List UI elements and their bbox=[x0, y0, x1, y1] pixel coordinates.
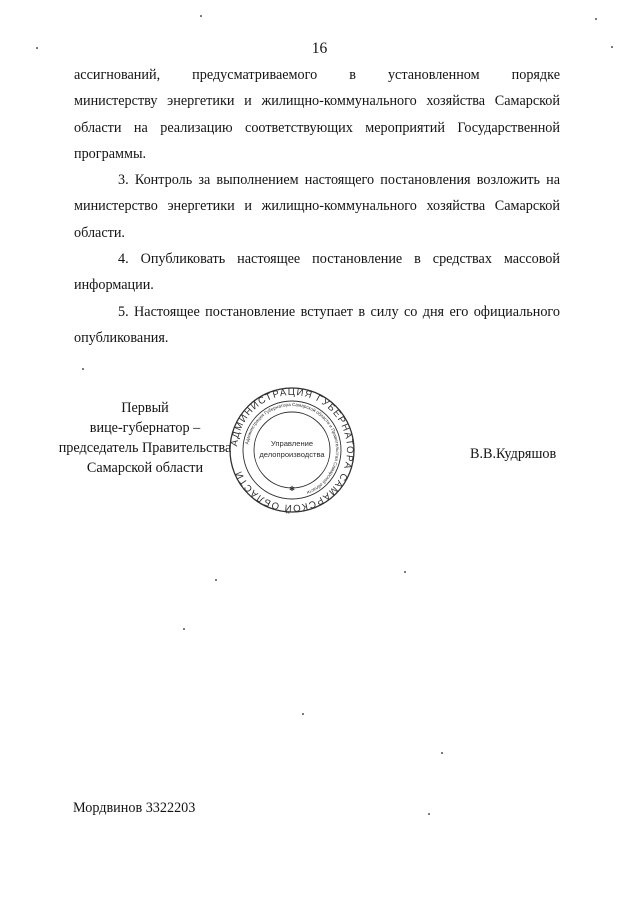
paragraph-item-5: 5. Настоящее постановление вступает в силу со дня его официального опубликования. bbox=[74, 303, 560, 346]
paragraph-item-4: 4. Опубликовать настоящее постановление в средствах массовой информации. bbox=[74, 251, 560, 294]
paragraph-continuation-line: программы. bbox=[74, 145, 147, 162]
seal-center-line: Управление bbox=[270, 439, 314, 448]
signatory-title bbox=[55, 398, 235, 478]
page-number: 16 bbox=[311, 40, 328, 57]
seal-center-line: делопроизводства bbox=[259, 450, 325, 459]
scan-speck bbox=[595, 18, 597, 20]
scan-speck bbox=[215, 579, 217, 581]
signatory-title-line: Самарской области bbox=[86, 460, 204, 476]
scan-speck bbox=[200, 15, 202, 17]
scan-speck bbox=[441, 752, 443, 754]
seal-star-icon: ✱ bbox=[289, 485, 295, 493]
signatory-name: В.В.Кудряшов bbox=[470, 446, 557, 462]
scan-speck bbox=[302, 713, 304, 715]
scan-speck bbox=[36, 47, 38, 49]
seal-outer-text: АДМИНИСТРАЦИЯ ГУБЕРНАТОРА САМАРСКОЙ ОБЛАСТИ bbox=[229, 386, 356, 514]
signatory-title-line: вице-губернатор – bbox=[89, 420, 201, 436]
scan-speck bbox=[404, 571, 406, 573]
official-seal bbox=[228, 386, 356, 514]
scan-speck bbox=[428, 813, 430, 815]
scan-speck bbox=[611, 46, 613, 48]
paragraph-continuation-line: министерству энергетики и жилищно-коммунального хозяйства Самарской bbox=[74, 93, 560, 110]
signatory-title-line: Первый bbox=[121, 400, 169, 416]
paragraph-continuation-line: ассигнований, предусматриваемого в установленном порядке bbox=[74, 67, 560, 83]
paragraph-continuation-line: области на реализацию соответствующих мероприятий Государственной bbox=[74, 119, 560, 136]
scan-speck bbox=[183, 628, 185, 630]
document-body bbox=[74, 62, 560, 351]
seal-inner-text: Администрация Губернатора Самарской области и Правительства Самарской области bbox=[244, 401, 341, 496]
executor-contact: Мордвинов 3322203 bbox=[73, 800, 196, 816]
paragraph-item-3: 3. Контроль за выполнением настоящего постановления возложить на министерство энергетики и жилищно-коммунального хозяйства Самарской области. bbox=[74, 172, 560, 241]
scan-speck bbox=[82, 368, 84, 370]
signatory-title-line: председатель Правительства bbox=[58, 440, 232, 456]
